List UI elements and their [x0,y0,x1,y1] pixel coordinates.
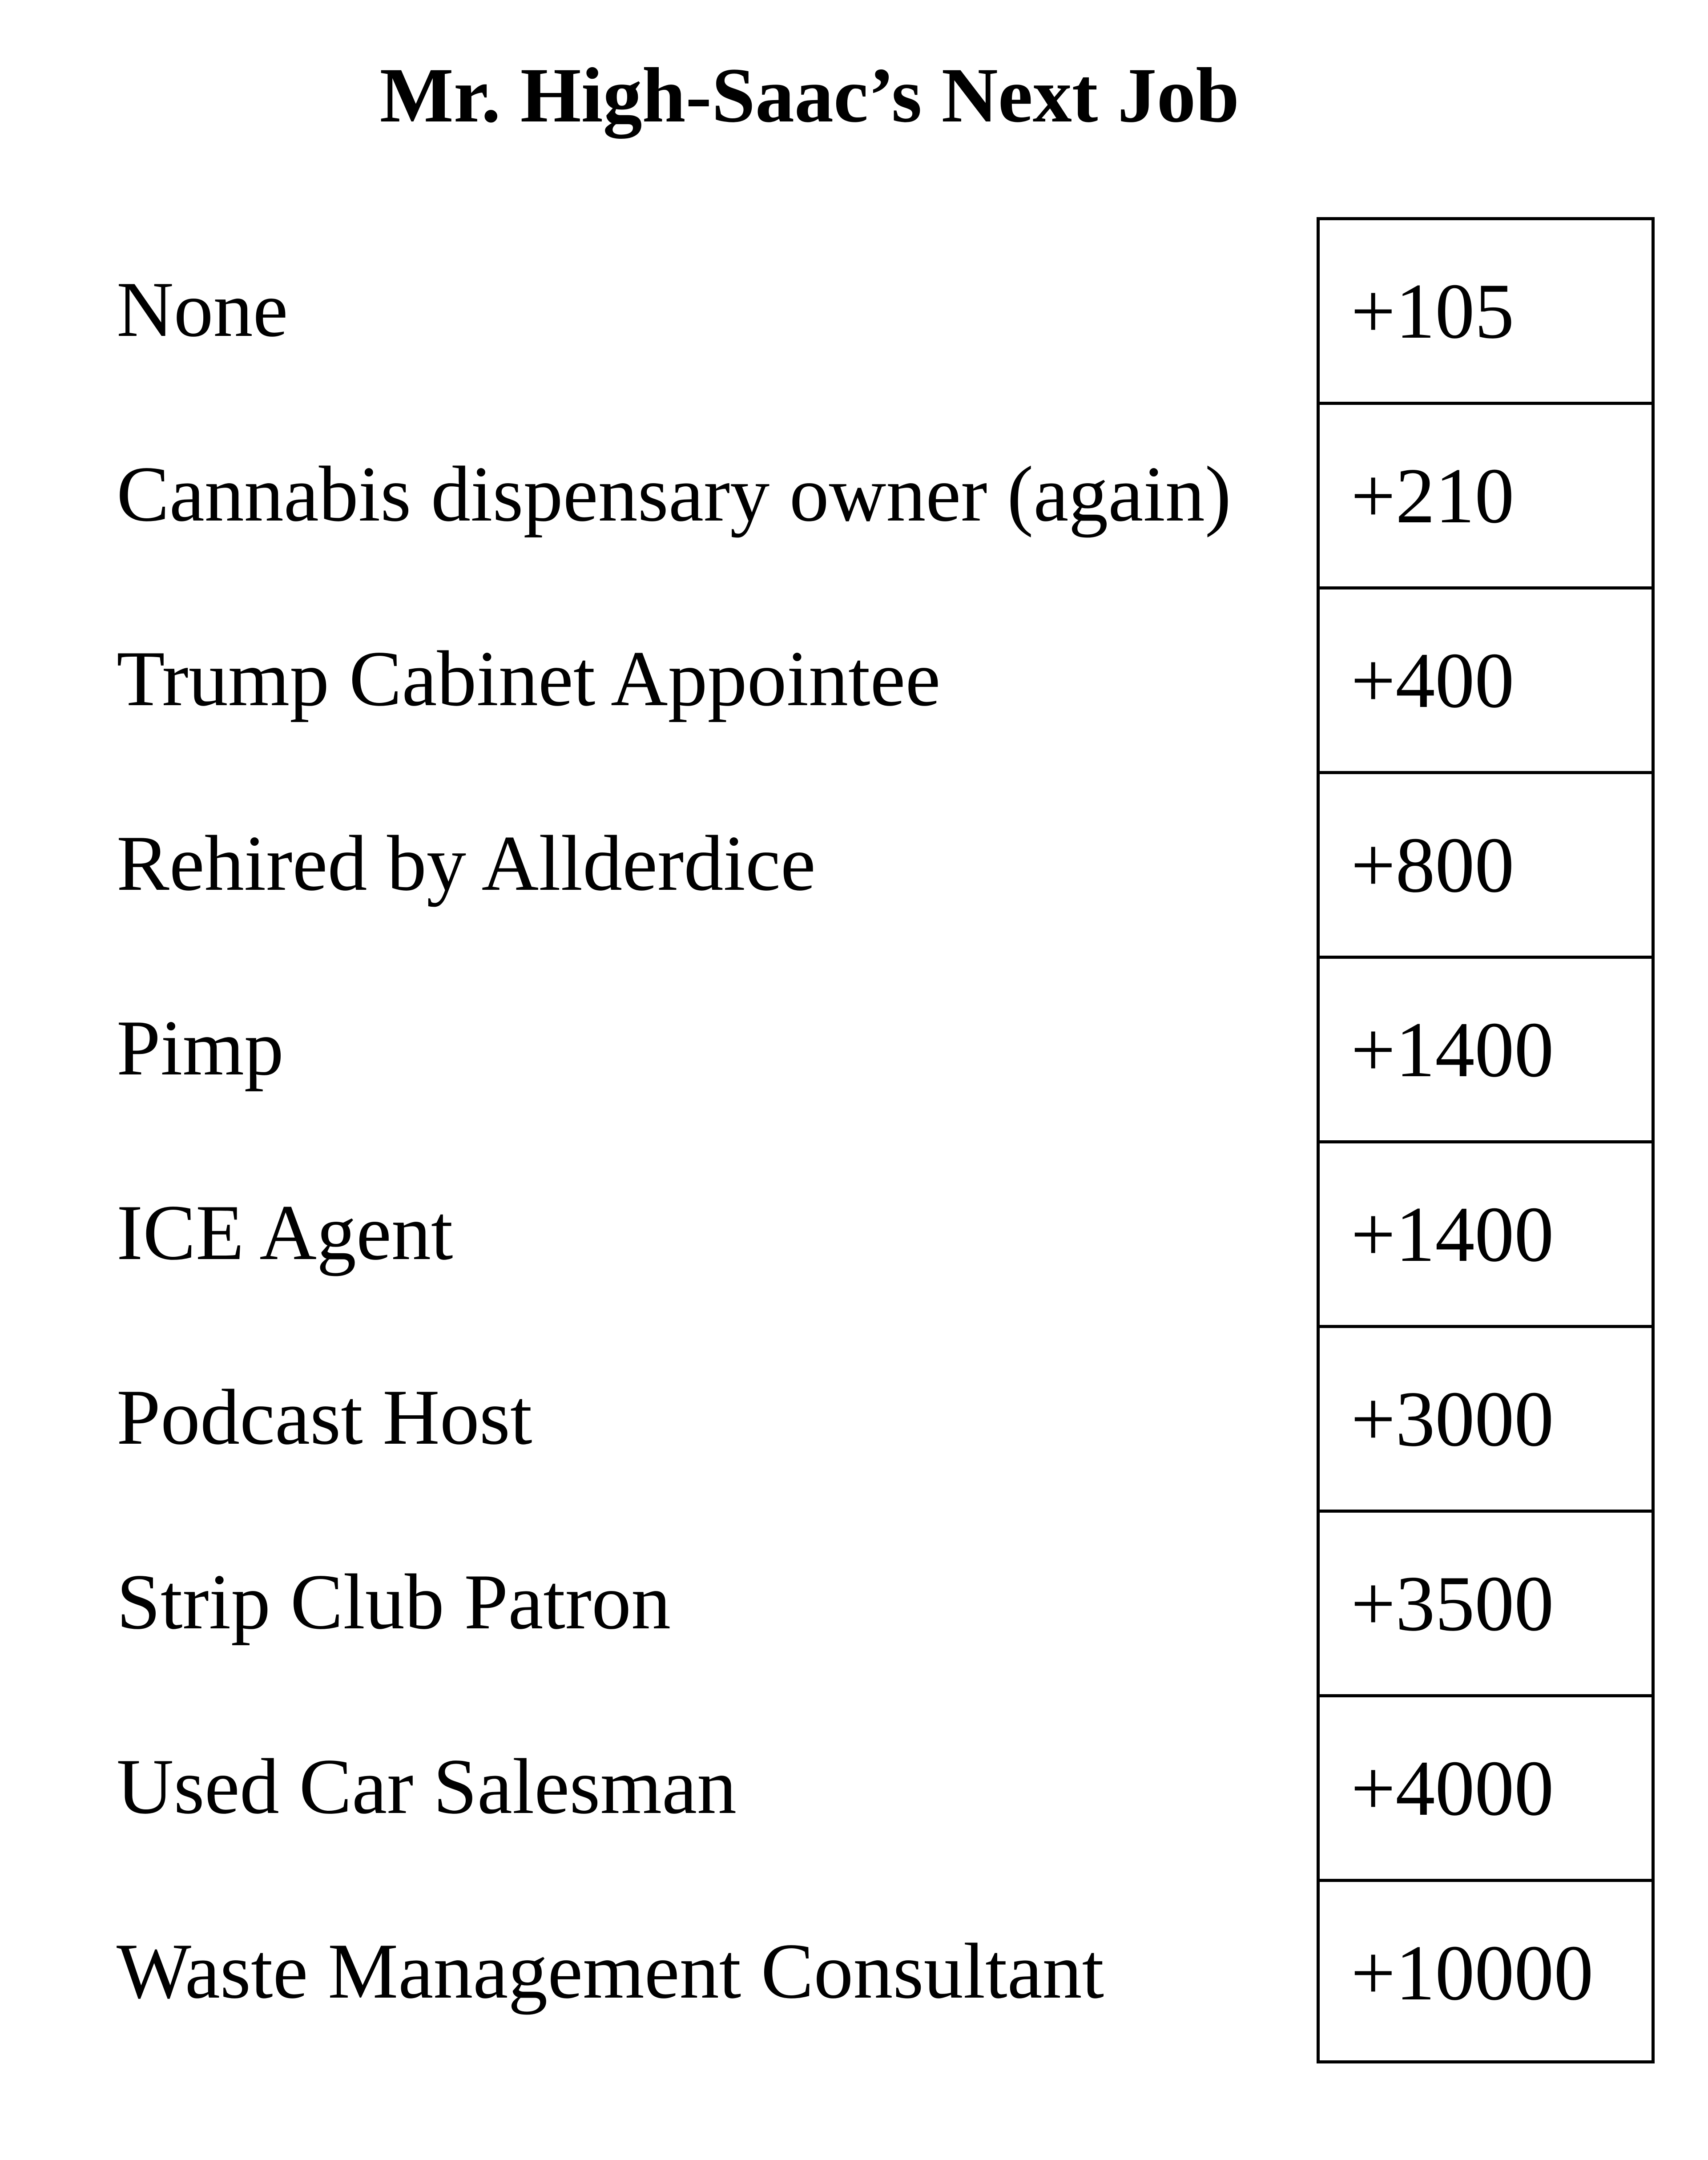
job-label: Rehired by Allderdice [117,819,816,907]
odds-value: +3000 [1351,1375,1554,1463]
table-row [0,402,1708,586]
odds-value: +210 [1351,452,1515,540]
table-row [0,1879,1708,2063]
odds-cell [1317,771,1655,956]
job-label: Used Car Salesman [117,1742,737,1830]
table-row [0,586,1708,771]
table-row [0,1510,1708,1694]
odds-cell [1317,1694,1655,1879]
odds-cell [1317,217,1655,402]
odds-value: +1400 [1351,1190,1554,1278]
odds-cell [1317,956,1655,1140]
job-label: Pimp [117,1004,284,1092]
page-title: Mr. High-Saac’s Next Job [379,52,1240,139]
odds-value: +1400 [1351,1005,1554,1094]
odds-value: +105 [1351,267,1515,355]
table-row [0,1694,1708,1879]
job-label: Podcast Host [117,1373,532,1461]
job-label: Trump Cabinet Appointee [117,634,941,723]
odds-cell [1317,1879,1655,2063]
table-row [0,217,1708,402]
job-label: Strip Club Patron [117,1558,671,1646]
odds-value: +3500 [1351,1559,1554,1647]
odds-table [0,217,1708,2063]
table-row [0,1325,1708,1510]
table-row [0,956,1708,1140]
job-label: None [117,265,288,353]
odds-cell [1317,586,1655,771]
odds-value: +400 [1351,636,1515,724]
odds-cell [1317,1140,1655,1325]
odds-cell [1317,1325,1655,1510]
job-label: ICE Agent [117,1188,453,1276]
job-label: Cannabis dispensary owner (again) [117,450,1232,538]
table-row [0,1140,1708,1325]
odds-cell [1317,1510,1655,1694]
job-label: Waste Management Consultant [117,1927,1104,2015]
odds-value: +10000 [1351,1929,1594,2017]
odds-value: +4000 [1351,1744,1554,1832]
odds-cell [1317,402,1655,586]
odds-value: +800 [1351,821,1515,909]
table-row [0,771,1708,956]
